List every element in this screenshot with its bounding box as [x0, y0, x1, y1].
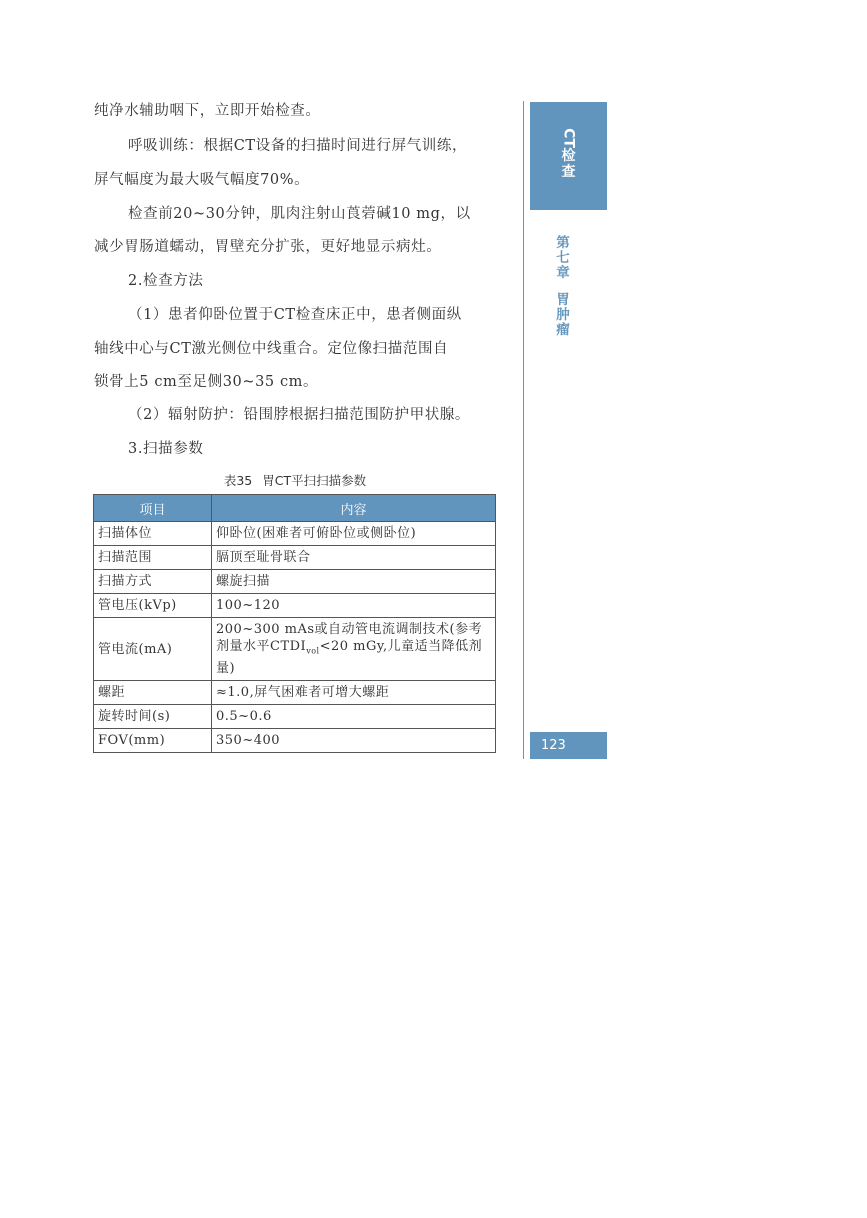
cell-content: 350~400: [212, 729, 496, 753]
cell-item: 管电流(mA): [94, 618, 212, 681]
section-side-tab: [530, 102, 607, 210]
paragraph-line: 减少胃肠道蠕动，胃壁充分扩张，更好地显示病灶。: [94, 239, 442, 255]
cell-content: [212, 618, 496, 681]
paragraph-line: 呼吸训练：根据CT设备的扫描时间进行屏气训练，: [128, 138, 468, 154]
table-caption-title: 胃CT平扫扫描参数: [262, 473, 367, 488]
table-row: [94, 570, 496, 594]
page-number: 123: [530, 732, 607, 759]
header-content: 内容: [212, 495, 496, 522]
paragraph-line: 纯净水辅助咽下，立即开始检查。: [94, 103, 321, 119]
cell-content: 仰卧位(困难者可俯卧位或侧卧位): [212, 522, 496, 546]
table-row: [94, 681, 496, 705]
table-row: [94, 729, 496, 753]
cell-content: 膈顶至耻骨联合: [212, 546, 496, 570]
cell-content: 0.5~0.6: [212, 705, 496, 729]
chapter-number: 第七章: [556, 235, 570, 281]
cell-item: 旋转时间(s): [94, 705, 212, 729]
cell-item: 扫描范围: [94, 546, 212, 570]
table-caption: [94, 471, 496, 489]
paragraph-line: 锁骨上5 cm至足侧30~35 cm。: [94, 374, 319, 390]
table-caption-number: 表35: [223, 473, 253, 488]
paragraph-line: （1）患者仰卧位置于CT检查床正中，患者侧面纵: [128, 307, 462, 323]
cell-content-sub: vol: [306, 646, 320, 656]
scan-parameters-table: [93, 494, 496, 753]
paragraph-line: （2）辐射防护：铅围脖根据扫描范围防护甲状腺。: [128, 407, 471, 423]
section-heading: 2.检查方法: [128, 273, 204, 289]
cell-content: 100~120: [212, 594, 496, 618]
table-row: [94, 594, 496, 618]
paragraph-line: 轴线中心与CT激光侧位中线重合。定位像扫描范围自: [94, 341, 449, 357]
cell-item: FOV(mm): [94, 729, 212, 753]
cell-content-pre: 200~300 mAs或自动管电流调制技术(参考剂量水平CTDI: [216, 622, 483, 655]
cell-content: ≈1.0,屏气困难者可增大螺距: [212, 681, 496, 705]
paragraph-line: 屏气幅度为最大吸气幅度70%。: [94, 172, 310, 188]
table-header-row: [94, 495, 496, 522]
side-tab-label: 检查: [561, 148, 576, 180]
paragraph-line: 检查前20~30分钟，肌肉注射山莨菪碱10 mg，以: [128, 206, 471, 222]
chapter-title: 胃肿瘤: [556, 292, 570, 338]
margin-divider-line: [523, 101, 524, 759]
section-heading: 3.扫描参数: [128, 441, 204, 457]
table-row: [94, 546, 496, 570]
table-row: [94, 618, 496, 681]
cell-item: 扫描方式: [94, 570, 212, 594]
table-row: [94, 705, 496, 729]
cell-item: 管电压(kVp): [94, 594, 212, 618]
cell-content-post: <20 mGy,儿童适当降低剂量): [216, 639, 483, 676]
cell-content: 螺旋扫描: [212, 570, 496, 594]
cell-item: 扫描体位: [94, 522, 212, 546]
table-row: [94, 522, 496, 546]
cell-item: 螺距: [94, 681, 212, 705]
side-tab-ct: CT: [560, 128, 577, 148]
chapter-label: [555, 236, 571, 338]
header-item: 项目: [94, 495, 212, 522]
